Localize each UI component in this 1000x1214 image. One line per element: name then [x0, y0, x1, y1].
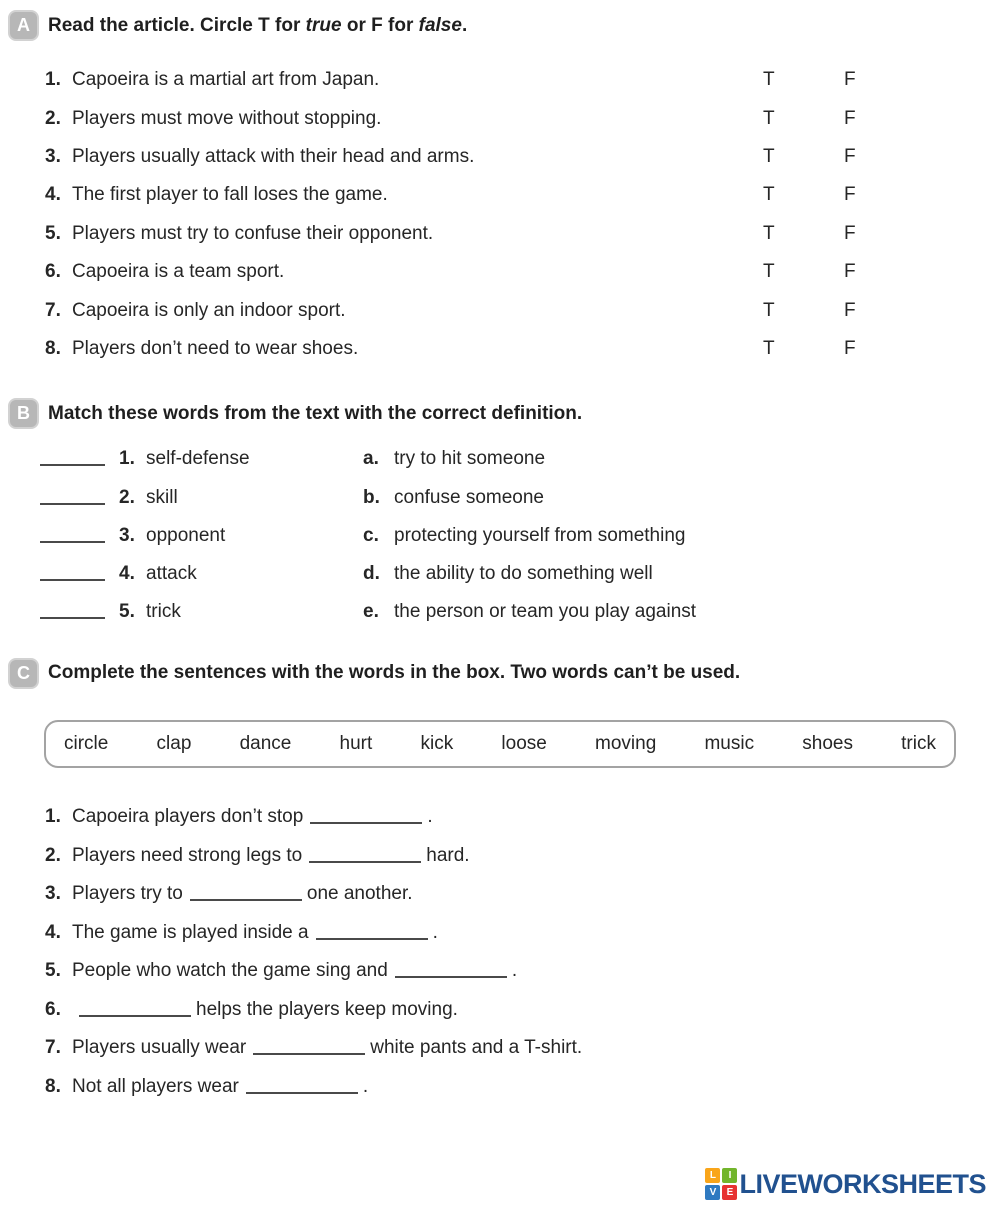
answer-blank[interactable] [40, 491, 105, 505]
answer-blank[interactable] [40, 605, 105, 619]
tf-question-row-8 [0, 330, 1000, 368]
word-box [44, 720, 956, 768]
false-option[interactable]: F [844, 69, 856, 91]
match-word: self-defense [146, 448, 250, 470]
section-b-header [0, 398, 1000, 429]
false-option[interactable]: F [844, 184, 856, 206]
sentence-number: 2. [45, 844, 61, 866]
word-box-word: moving [595, 732, 657, 754]
fill-row-2 [0, 836, 1000, 875]
word-box-word: clap [156, 732, 192, 754]
fill-blank[interactable] [190, 887, 302, 901]
definition-letter: a. [363, 448, 379, 470]
true-option[interactable]: T [763, 299, 775, 321]
fill-blank[interactable] [309, 849, 421, 863]
question-number: 5. [45, 222, 61, 244]
question-number: 1. [45, 69, 61, 91]
answer-blank[interactable] [40, 529, 105, 543]
question-number: 4. [45, 184, 61, 206]
sentence-after: hard. [426, 844, 470, 866]
fill-row-4 [0, 913, 1000, 952]
question-number: 6. [45, 261, 61, 283]
word-box-word: dance [239, 732, 292, 754]
fill-row-7 [0, 1029, 1000, 1068]
question-text: The first player to fall loses the game. [72, 184, 388, 206]
question-text: Players don’t need to wear shoes. [72, 337, 359, 359]
definition-letter: c. [363, 524, 379, 546]
answer-blank[interactable] [40, 567, 105, 581]
sentence-number: 8. [45, 1076, 61, 1098]
fill-blank[interactable] [253, 1041, 365, 1055]
fill-row-6 [0, 991, 1000, 1030]
match-number: 4. [119, 563, 135, 585]
sentence-after: . [362, 1076, 369, 1098]
sentence-before: Capoeira players don’t stop [72, 805, 304, 827]
word-box-word: trick [901, 732, 936, 754]
fill-blank[interactable] [79, 1003, 191, 1017]
match-row-2 [0, 478, 1000, 516]
section-b-badge: B [8, 398, 39, 429]
title-bold-t: T [258, 14, 270, 36]
title-text: . [461, 14, 468, 36]
logo-tile-e: E [722, 1185, 737, 1200]
fill-blank[interactable] [310, 810, 422, 824]
section-a-badge: A [8, 10, 39, 41]
logo-tile-i: I [722, 1168, 737, 1183]
question-number: 2. [45, 107, 61, 129]
sentence-number: 4. [45, 921, 61, 943]
word-box-word: circle [64, 732, 109, 754]
section-c [0, 658, 1000, 1107]
word-box-word: music [704, 732, 755, 754]
definition-text: try to hit someone [394, 448, 546, 470]
liveworksheets-logo[interactable] [705, 1168, 986, 1200]
sentence-after: . [511, 960, 518, 982]
tf-question-row-7 [0, 291, 1000, 329]
sentence-after: white pants and a T-shirt. [370, 1037, 583, 1059]
definition-text: confuse someone [394, 486, 544, 508]
title-italic-false: false [418, 14, 462, 36]
false-option[interactable]: F [844, 261, 856, 283]
false-option[interactable]: F [844, 337, 856, 359]
false-option[interactable]: F [844, 107, 856, 129]
question-text: Players must try to confuse their opponent. [72, 222, 434, 244]
tf-question-row-2 [0, 99, 1000, 137]
true-option[interactable]: T [763, 261, 775, 283]
true-option[interactable]: T [763, 69, 775, 91]
word-box-word: shoes [802, 732, 853, 754]
answer-blank[interactable] [40, 452, 105, 466]
true-option[interactable]: T [763, 107, 775, 129]
true-option[interactable]: T [763, 337, 775, 359]
match-row-3 [0, 517, 1000, 555]
question-number: 7. [45, 299, 61, 321]
fill-blank[interactable] [316, 926, 428, 940]
title-italic-true: true [305, 14, 342, 36]
title-bold-f: F [371, 14, 383, 36]
question-text: Players usually attack with their head and arms. [72, 145, 475, 167]
section-a-header [0, 10, 1000, 41]
question-text: Capoeira is a team sport. [72, 261, 285, 283]
word-box-word: loose [501, 732, 547, 754]
true-option[interactable]: T [763, 145, 775, 167]
sentence-number: 1. [45, 805, 61, 827]
match-word: opponent [146, 524, 226, 546]
sentence-before: People who watch the game sing and [72, 960, 388, 982]
fill-row-8 [0, 1068, 1000, 1107]
definition-letter: d. [363, 563, 380, 585]
tf-question-row-5 [0, 215, 1000, 253]
title-text: for [269, 14, 306, 36]
fill-row-5 [0, 952, 1000, 991]
section-c-title: Complete the sentences with the words in the box. Two words can’t be used. [48, 662, 741, 684]
true-option[interactable]: T [763, 184, 775, 206]
match-number: 1. [119, 448, 135, 470]
liveworksheets-wordmark: LIVEWORKSHEETS [739, 1168, 986, 1199]
word-box-word: hurt [339, 732, 373, 754]
sentence-after: . [427, 805, 433, 827]
definition-text: the ability to do something well [394, 563, 653, 585]
fill-blank[interactable] [246, 1080, 358, 1094]
question-text: Capoeira is only an indoor sport. [72, 299, 346, 321]
false-option[interactable]: F [844, 222, 856, 244]
definition-letter: b. [363, 486, 380, 508]
sentence-after: one another. [306, 883, 413, 905]
match-row-5 [0, 593, 1000, 631]
tf-question-row-1 [0, 61, 1000, 99]
false-option[interactable]: F [844, 145, 856, 167]
sentence-number: 7. [45, 1037, 61, 1059]
match-row-1 [0, 440, 1000, 478]
sentence-before: Not all players wear [72, 1076, 239, 1098]
match-list [0, 440, 1000, 631]
section-a [0, 0, 1000, 368]
tf-question-row-3 [0, 138, 1000, 176]
section-c-header [0, 658, 1000, 689]
title-text: or [341, 14, 372, 36]
definition-text: protecting yourself from something [394, 524, 686, 546]
question-text: Players must move without stopping. [72, 107, 382, 129]
false-option[interactable]: F [844, 299, 856, 321]
match-row-4 [0, 555, 1000, 593]
word-box-word: kick [420, 732, 454, 754]
sentence-number: 3. [45, 883, 61, 905]
sentence-after: helps the players keep moving. [196, 998, 458, 1020]
definition-text: the person or team you play against [394, 601, 697, 623]
section-b [0, 398, 1000, 631]
tf-question-row-4 [0, 176, 1000, 214]
match-word: attack [146, 563, 197, 585]
question-text: Capoeira is a martial art from Japan. [72, 69, 380, 91]
sentence-number: 6. [45, 998, 61, 1020]
section-c-badge: C [8, 658, 39, 689]
match-number: 2. [119, 486, 135, 508]
sentence-before: Players usually wear [72, 1037, 247, 1059]
sentence-before: Players try to [72, 883, 183, 905]
match-number: 3. [119, 524, 135, 546]
sentence-before: The game is played inside a [72, 921, 309, 943]
question-number: 3. [45, 145, 61, 167]
question-number: 8. [45, 337, 61, 359]
sentence-before: Players need strong legs to [72, 844, 303, 866]
fill-row-3 [0, 875, 1000, 914]
title-text: Read the article. Circle [48, 14, 259, 36]
definition-letter: e. [363, 601, 379, 623]
fill-blank[interactable] [395, 964, 507, 978]
fill-in-list [0, 798, 1000, 1107]
liveworksheets-logo-icon [705, 1168, 737, 1200]
sentence-number: 5. [45, 960, 61, 982]
match-word: skill [146, 486, 178, 508]
section-b-title: Match these words from the text with the correct definition. [48, 402, 583, 424]
match-word: trick [146, 601, 181, 623]
tf-question-row-6 [0, 253, 1000, 291]
sentence-after: . [432, 921, 438, 943]
match-number: 5. [119, 601, 135, 623]
logo-tile-l: L [705, 1168, 720, 1183]
fill-row-1 [0, 798, 1000, 837]
title-text: for [382, 14, 419, 36]
section-a-title [48, 15, 467, 37]
logo-tile-v: V [705, 1185, 720, 1200]
true-option[interactable]: T [763, 222, 775, 244]
true-false-list [0, 61, 1000, 368]
